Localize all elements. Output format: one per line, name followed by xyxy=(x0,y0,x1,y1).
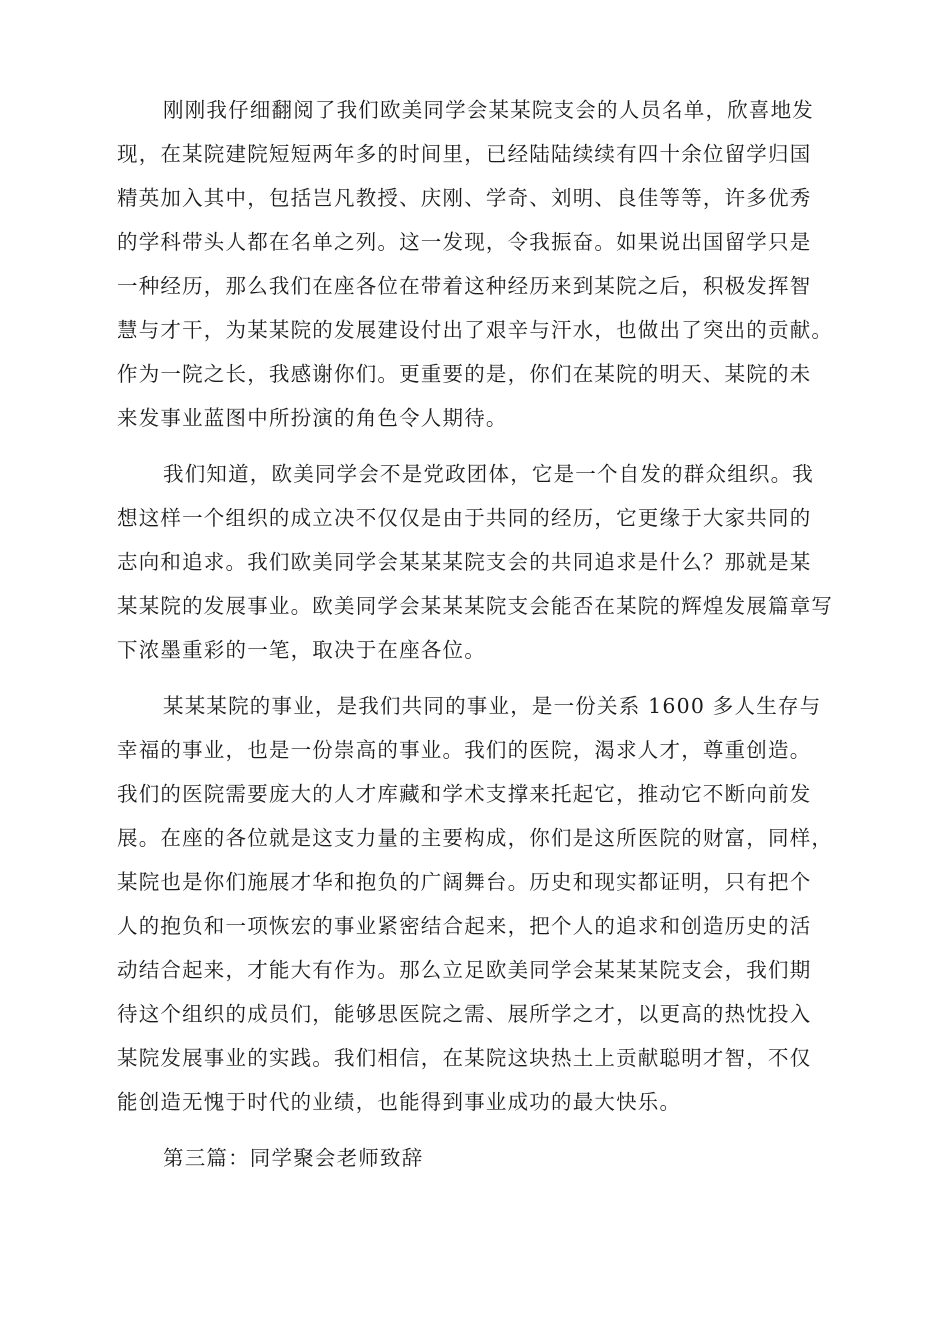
paragraph-3-line-2: 幸福的事业，也是一份崇高的事业。我们的医院，渴求人才，尊重创造。 xyxy=(117,738,812,762)
paragraph-1-line-8: 来发事业蓝图中所扮演的角色令人期待。 xyxy=(117,406,508,430)
paragraph-1-line-2: 现，在某院建院短短两年多的时间里，已经陆陆续续有四十余位留学归国 xyxy=(117,142,812,166)
paragraph-3-line-4: 展。在座的各位就是这支力量的主要构成，你们是这所医院的财富，同样， xyxy=(117,826,834,850)
paragraph-2-line-5: 下浓墨重彩的一笔，取决于在座各位。 xyxy=(117,638,486,662)
paragraph-2-line-1: 我们知道，欧美同学会不是党政团体，它是一个自发的群众组织。我 xyxy=(163,462,814,486)
paragraph-2-line-2: 想这样一个组织的成立决不仅仅是由于共同的经历，它更缘于大家共同的 xyxy=(117,506,812,530)
paragraph-1-line-5: 一种经历，那么我们在座各位在带着这种经历来到某院之后，积极发挥智 xyxy=(117,274,812,298)
paragraph-2-line-3: 志向和追求。我们欧美同学会某某某院支会的共同追求是什么？那就是某 xyxy=(117,550,812,574)
paragraph-2-line-4: 某某院的发展事业。欧美同学会某某某院支会能否在某院的辉煌发展篇章写 xyxy=(117,594,834,618)
paragraph-3-line-9: 某院发展事业的实践。我们相信，在某院这块热土上贡献聪明才智，不仅 xyxy=(117,1046,812,1070)
paragraph-3-line-10: 能创造无愧于时代的业绩，也能得到事业成功的最大快乐。 xyxy=(117,1090,682,1114)
paragraph-1-line-6: 慧与才干，为某某院的发展建设付出了艰辛与汗水，也做出了突出的贡献。 xyxy=(117,318,834,342)
paragraph-3-line-7: 动结合起来，才能大有作为。那么立足欧美同学会某某某院支会，我们期 xyxy=(117,958,812,982)
paragraph-3-line-3: 我们的医院需要庞大的人才库藏和学术支撑来托起它，推动它不断向前发 xyxy=(117,782,812,806)
paragraph-3-line-8: 待这个组织的成员们，能够思医院之需、展所学之才，以更高的热忱投入 xyxy=(117,1002,812,1026)
section-heading: 第三篇：同学聚会老师致辞 xyxy=(163,1146,424,1170)
paragraph-1-line-4: 的学科带头人都在名单之列。这一发现，令我振奋。如果说出国留学只是 xyxy=(117,230,812,254)
paragraph-1-line-1: 刚刚我仔细翻阅了我们欧美同学会某某院支会的人员名单，欣喜地发 xyxy=(163,98,814,122)
paragraph-1-line-3: 精英加入其中，包括岂凡教授、庆刚、学奇、刘明、良佳等等，许多优秀 xyxy=(117,186,812,210)
paragraph-1-line-7: 作为一院之长，我感谢你们。更重要的是，你们在某院的明天、某院的未 xyxy=(117,362,812,386)
paragraph-3-line-1: 某某某院的事业，是我们共同的事业，是一份关系 1600 多人生存与 xyxy=(163,694,822,718)
paragraph-3-line-6: 人的抱负和一项恢宏的事业紧密结合起来，把个人的追求和创造历史的活 xyxy=(117,914,812,938)
paragraph-3-line-5: 某院也是你们施展才华和抱负的广阔舞台。历史和现实都证明，只有把个 xyxy=(117,870,812,894)
